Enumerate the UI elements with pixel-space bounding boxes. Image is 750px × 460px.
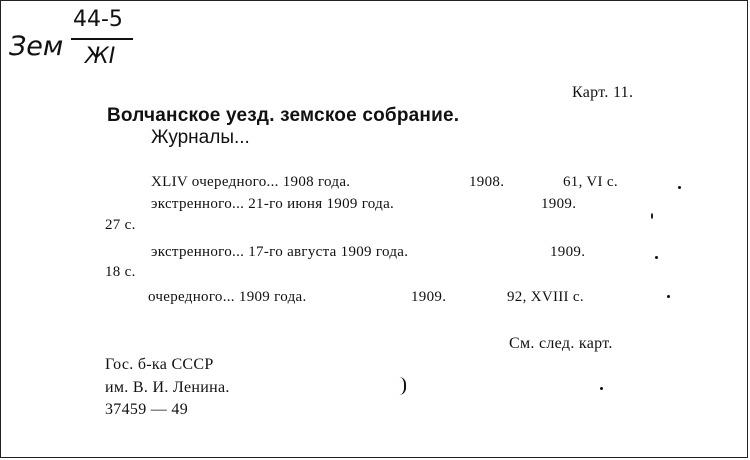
library-dedication: им. В. И. Ленина. (105, 379, 230, 396)
card-author: Волчанское уезд. земское собрание. (107, 105, 460, 126)
scan-mark (399, 377, 406, 395)
scan-speck (678, 186, 681, 189)
entry-year: 1909. (550, 244, 586, 260)
entry-pages: 61, VI с. (563, 174, 618, 190)
library-accession-number: 37459 — 49 (105, 401, 188, 418)
entry-title: экстренного... 21-го июня 1909 года. (151, 196, 395, 212)
handwritten-prefix: Зем (9, 31, 64, 62)
scan-speck (651, 213, 653, 219)
entry-title: экстренного... 17-го августа 1909 года. (151, 244, 409, 260)
entry-pages-continued: 18 с. (105, 264, 136, 280)
entry-year: 1909. (541, 196, 577, 212)
scan-speck (655, 256, 658, 259)
handwritten-numerator: 44-5 (73, 7, 123, 32)
entry-year: 1909. (411, 289, 447, 305)
handwritten-fraction-line (71, 38, 133, 40)
entry-pages: 92, XVIII с. (507, 289, 584, 305)
card-number: Карт. 11. (572, 84, 634, 101)
handwritten-denominator: ЖI (85, 44, 116, 69)
card-title: Журналы... (151, 127, 250, 148)
library-name: Гос. б-ка СССР (105, 356, 214, 373)
entry-year: 1908. (469, 174, 505, 190)
entry-title: XLIV очередного... 1908 года. (151, 174, 351, 190)
see-next-card: См. след. карт. (509, 335, 613, 352)
entry-title: очередного... 1909 года. (148, 289, 307, 305)
entry-pages-continued: 27 с. (105, 217, 136, 233)
scan-speck (667, 295, 670, 298)
scan-speck (600, 387, 603, 390)
